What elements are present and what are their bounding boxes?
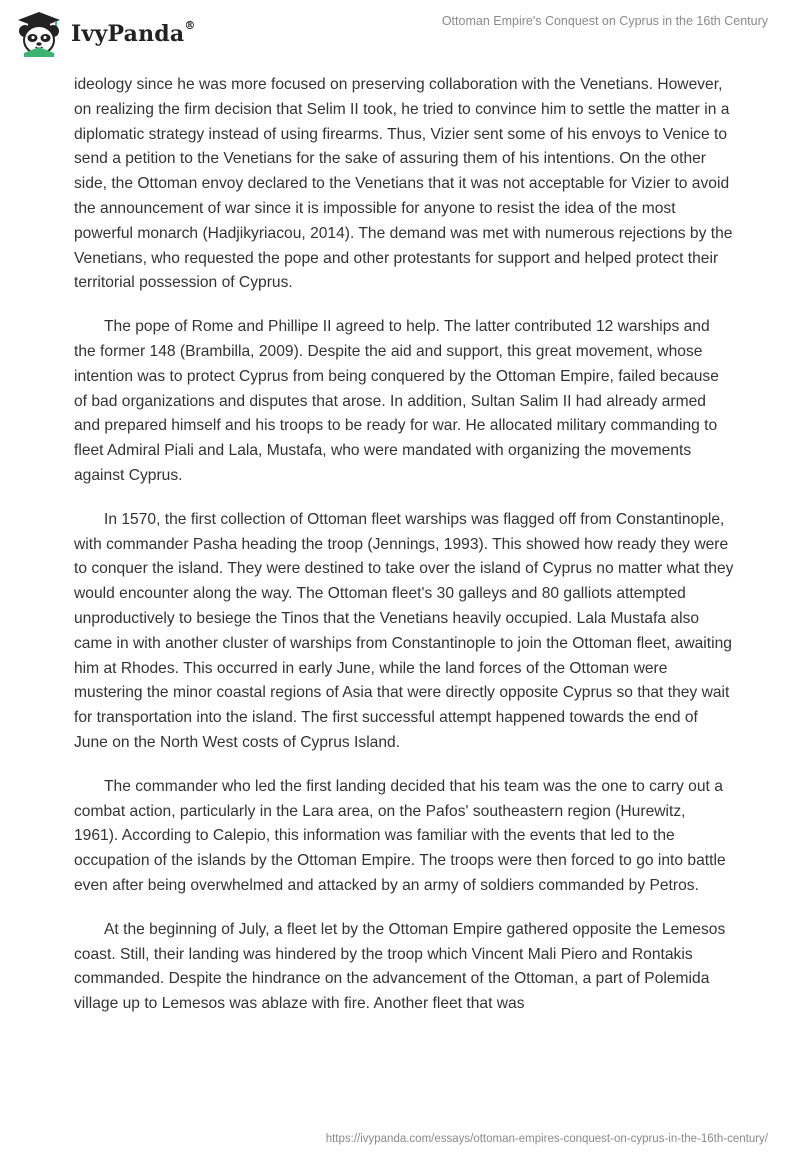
source-url[interactable]: https://ivypanda.com/essays/ottoman-empires-conquest-on-cyprus-in-the-16th-century/ <box>325 1133 768 1145</box>
paragraph: At the beginning of July, a fleet let by the Ottoman Empire gathered opposite the Lemesos coast. Still, their landing was hindered by the troop which Vincent Mali Piero and Rontakis commanded. Despite the hindrance on the advancement of the Ottoman, a part of Polemida village up to Lemesos was ablaze with fire. Another fleet that was <box>74 920 726 1013</box>
panda-graduate-icon <box>14 9 64 59</box>
document-title: Ottoman Empire's Conquest on Cyprus in the 16th Century <box>441 14 768 28</box>
paragraph: In 1570, the first collection of Ottoman fleet warships was flagged off from Constantinople, with commander Pasha heading the troop (Jennings, 1993). This showed how ready they were to conquer the island. They were destined to take over the island of Cyprus no matter what they would encounter along the way. The Ottoman fleet's 30 galleys and 80 galliots attempted unproductively to besiege the Tinos that the Venetians heavily occupied. Lala Mustafa also came in with another cluster of warships from Constantinople to join the Ottoman fleet, awaiting him at Rhodes. This occurred in early June, while the land forces of the Ottoman were mustering the minor coastal regions of Asia that were directly opposite Cyprus so that they wait for transportation into the island. The first successful attempt happened towards the end of June on the North West costs of Cyprus Island. <box>74 510 734 751</box>
paragraph: The commander who led the first landing decided that his team was the one to carry out a combat action, particularly in the Lara area, on the Pafos' southeastern region (Hurewitz, 1961). According to Calepio, this information was familiar with the events that led to the occupation of the islands by the Ottoman Empire. The troops were then forced to go into battle even after being overwhelmed and attacked by an army of soldiers commanded by Petros. <box>74 777 726 894</box>
paragraph: ideology since he was more focused on preserving collaboration with the Venetians. However, on realizing the firm decision that Selim II took, he tried to convince him to settle the matter in a diplomatic strategy instead of using firearms. Thus, Vizier sent some of his envoys to Venice to send a petition to the Venetians for the sake of assuring them of his intentions. On the other side, the Ottoman envoy declared to the Venetians that it was not acceptable for Vizier to avoid the announcement of war since it is impossible for anyone to resist the idea of the most powerful monarch (Hadjikyriacou, 2014). The demand was met with numerous rejections by the Venetians, who requested the pope and other protestants for support and helped protect their territorial possession of Cyprus. <box>74 76 733 292</box>
page-header <box>0 0 800 66</box>
paragraph: The pope of Rome and Phillipe II agreed to help. The latter contributed 12 warships and the former 148 (Brambilla, 2009). Despite the aid and support, this great movement, whose intention was to protect Cyprus from being conquered by the Ottoman Empire, failed because of bad organizations and disputes that arose. In addition, Sultan Salim II had already armed and prepared himself and his troops to be ready for war. He allocated military commanding to fleet Admiral Piali and Lala, Mustafa, who were mandated with organizing the movements against Cyprus. <box>74 318 719 484</box>
essay-body <box>74 73 734 1036</box>
brand-logo[interactable] <box>14 9 196 59</box>
registered-mark: ® <box>184 19 196 32</box>
brand-name: IvyPanda® <box>71 19 196 47</box>
